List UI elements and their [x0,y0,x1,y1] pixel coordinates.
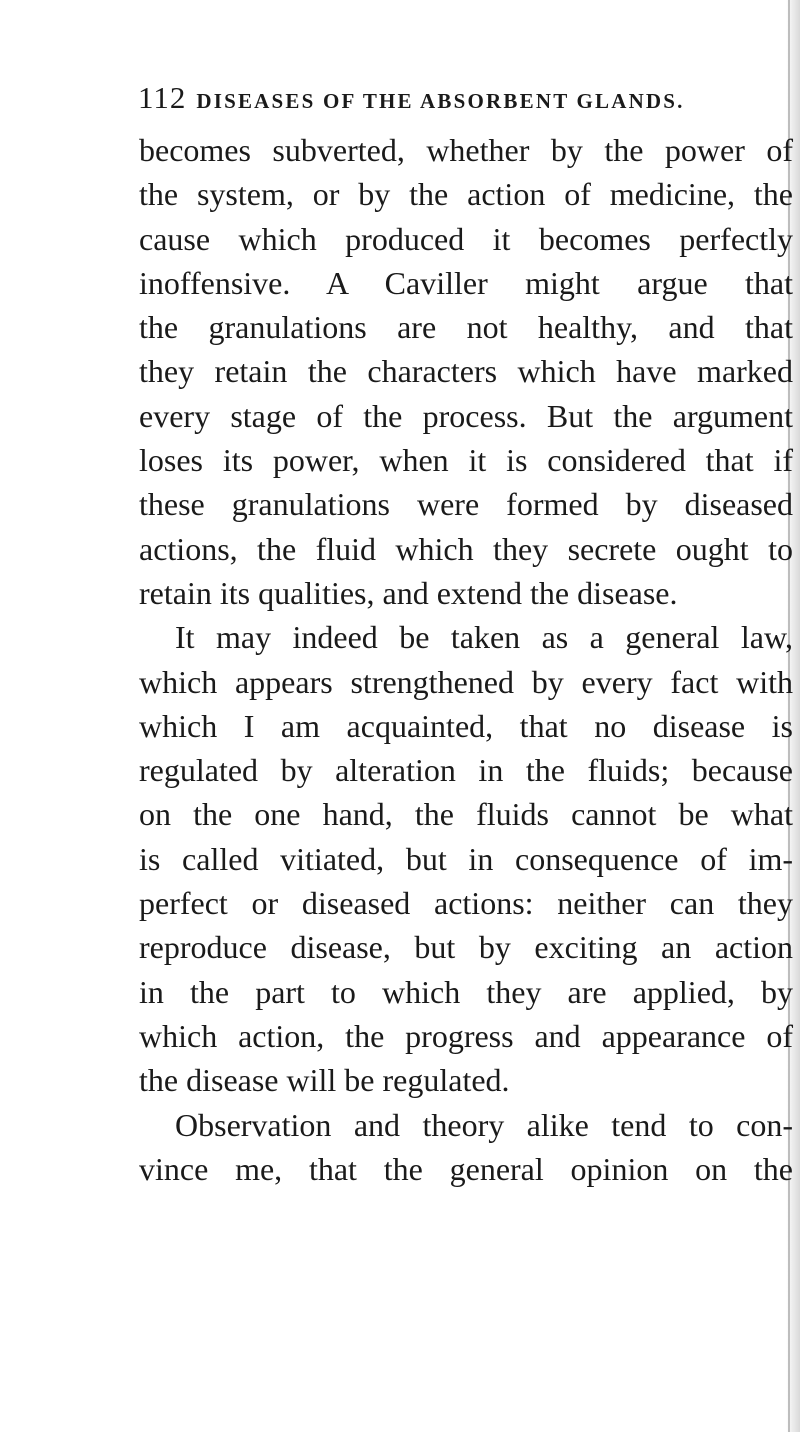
text-line: on the one hand, the fluids cannot be what [139,796,793,833]
text-line: in the part to which they are applied, by [139,973,793,1010]
paragraph-end-line: the disease will be regulated. [139,1062,510,1099]
text-line: every stage of the process. But the argument [139,397,793,434]
text-line: regulated by alteration in the fluids; because [139,752,793,789]
text-line: these granulations were formed by diseased [139,486,793,523]
text-line: the system, or by the action of medicine, the [139,176,793,213]
paragraph-end-line: retain its qualities, and extend the disease. [139,574,678,611]
text-line: reproduce disease, but by exciting an action [139,929,793,966]
text-line: actions, the fluid which they secrete ought to [139,530,793,567]
text-line: the granulations are not healthy, and that [139,309,793,346]
text-line: which I am acquainted, that no disease is [139,707,793,744]
body-text [139,128,793,1191]
paragraph-start-line: It may indeed be taken as a general law, [175,619,793,656]
text-line: which appears strengthened by every fact with [139,663,793,700]
text-line: is called vitiated, but in consequence of im- [139,840,793,877]
text-line: they retain the characters which have marked [139,353,793,390]
text-line: loses its power, when it is considered that if [139,442,793,479]
text-line: which action, the progress and appearance of [139,1017,793,1054]
running-head [138,80,738,120]
text-line: becomes subverted, whether by the power of [139,132,793,168]
page-number: 112 [138,80,187,115]
paragraph-start-line: Observation and theory alike tend to con- [175,1106,793,1143]
text-line: vince me, that the general opinion on the [139,1150,793,1187]
running-title: DISEASES OF THE ABSORBENT GLANDS. [196,89,685,113]
text-line: perfect or diseased actions: neither can they [139,885,793,922]
text-line: inoffensive. A Caviller might argue that [139,264,793,301]
text-line: cause which produced it becomes perfectly [139,220,793,257]
